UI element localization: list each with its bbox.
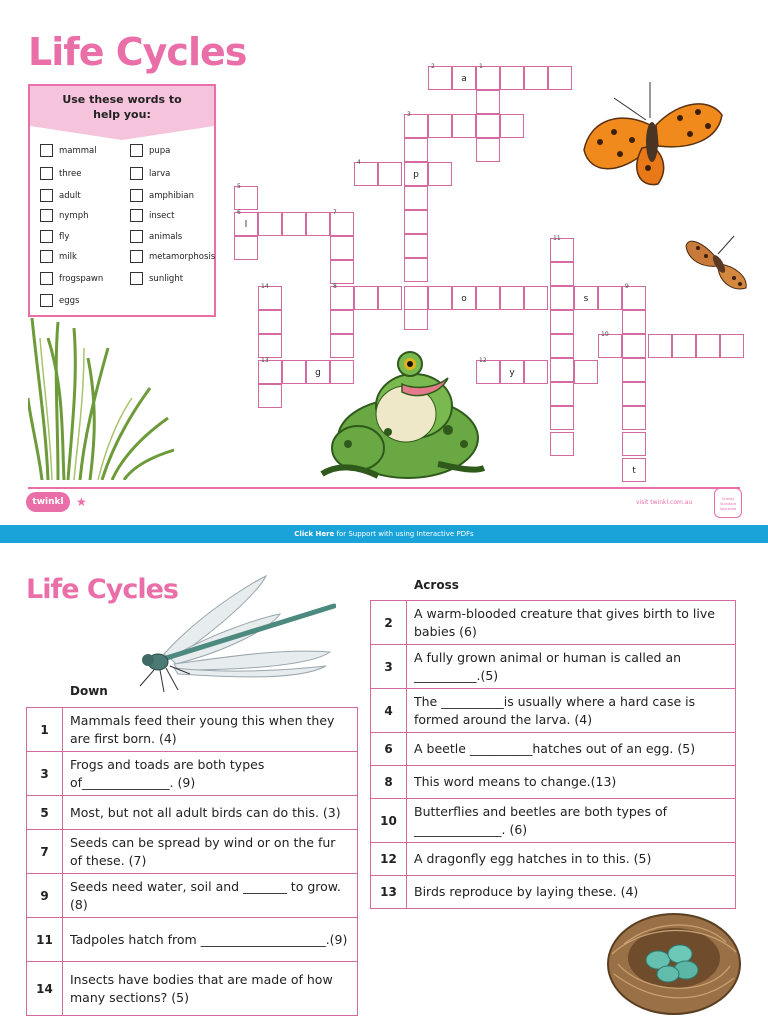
table-row: 5 Most, but not all adult birds can do this. (3) [27,796,358,830]
word-item[interactable]: mammal [40,144,97,158]
word-item[interactable]: insect [130,209,174,223]
crossword-cell[interactable] [550,310,574,334]
crossword-cell[interactable] [500,286,524,310]
crossword-cell[interactable] [306,212,330,236]
crossword-cell[interactable] [622,334,646,358]
crossword-cell[interactable] [574,360,598,384]
grass-illustration [28,318,178,480]
crossword-cell[interactable]: 7 [330,212,354,236]
crossword-cell[interactable] [550,286,574,310]
crossword-cell[interactable] [282,212,306,236]
butterfly-illustration [580,80,725,190]
crossword-cell[interactable] [720,334,744,358]
checkbox[interactable] [130,209,143,222]
crossword-cell[interactable] [428,114,452,138]
crossword-cell[interactable] [404,234,428,258]
crossword-cell[interactable] [696,334,720,358]
table-row: 3 Frogs and toads are both types of______________. (9) [27,752,358,796]
frog-illustration [318,348,488,484]
crossword-cell[interactable] [258,384,282,408]
word-item[interactable]: eggs [40,294,79,308]
table-row: 13 Birds reproduce by laying these. (4) [371,876,736,909]
crossword-cell[interactable] [524,286,548,310]
crossword-cell[interactable]: o [452,286,476,310]
word-item[interactable]: sunlight [130,272,183,286]
crossword-cell[interactable] [550,432,574,456]
crossword-cell[interactable] [500,66,524,90]
support-link[interactable]: Click Here [294,530,335,538]
crossword-cell[interactable] [404,186,428,210]
crossword-cell[interactable] [476,286,500,310]
table-row: 12 A dragonfly egg hatches in to this. (5) [371,843,736,876]
word-item[interactable]: metamorphosis [130,250,215,264]
crossword-cell[interactable]: 4 [354,162,378,186]
crossword-cell[interactable] [282,360,306,384]
checkbox[interactable] [130,272,143,285]
checkbox[interactable] [130,144,143,157]
checkbox[interactable] [40,250,53,263]
word-bank-heading: Use these words to help you: [62,93,182,121]
checkbox[interactable] [130,250,143,263]
dragonfly-illustration [130,574,336,708]
table-row: 8 This word means to change.(13) [371,766,736,799]
across-label: Across [414,578,459,592]
quality-badge: Quality Standard Approved [714,488,742,518]
checkbox[interactable] [130,167,143,180]
nest-illustration [604,894,744,1018]
crossword-cell[interactable] [476,114,500,138]
crossword-cell[interactable] [378,286,402,310]
crossword-cell[interactable] [598,286,622,310]
crossword-cell[interactable]: g [306,360,330,384]
crossword-cell[interactable]: 9 [622,286,646,310]
table-row: 11 Tadpoles hatch from ____________________.(9) [27,918,358,962]
word-item[interactable]: amphibian [130,189,194,203]
crossword-cell[interactable] [500,114,524,138]
word-item[interactable]: frogspawn [40,272,103,286]
checkbox[interactable] [130,189,143,202]
crossword-cell[interactable] [404,286,428,310]
footer-divider [28,487,740,489]
table-row: 2 A warm-blooded creature that gives birth to live babies (6) [371,601,736,645]
crossword-cell[interactable]: 12 [476,360,500,384]
crossword-cell[interactable]: t [622,458,646,482]
page-title-2: Life Cycles [26,574,178,605]
table-row: 14 Insects have bodies that are made of how many sections? (5) [27,962,358,1016]
table-row: 3 A fully grown animal or human is called an __________.(5) [371,645,736,689]
page-title: Life Cycles [28,30,247,74]
crossword-cell[interactable] [672,334,696,358]
word-item[interactable]: nymph [40,209,88,223]
table-row: 6 A beetle __________hatches out of an egg. (5) [371,733,736,766]
checkbox[interactable] [40,230,53,243]
crossword-cell[interactable] [622,432,646,456]
crossword-cell[interactable] [622,406,646,430]
crossword-cell[interactable] [550,262,574,286]
checkbox[interactable] [40,272,53,285]
crossword-cell[interactable] [550,334,574,358]
word-item[interactable]: pupa [130,144,170,158]
crossword-cell[interactable] [524,66,548,90]
crossword-cell[interactable] [428,286,452,310]
crossword-cell[interactable] [404,138,428,162]
crossword-cell[interactable]: a [452,66,476,90]
across-clues-table [370,600,736,909]
crossword-cell[interactable] [648,334,672,358]
crossword-cell[interactable]: p [404,162,428,186]
table-row: 10 Butterflies and beetles are both types of ______________. (6) [371,799,736,843]
crossword-cell[interactable] [476,138,500,162]
down-label: Down [70,684,108,698]
word-item[interactable]: three [40,167,82,181]
table-row: 7 Seeds can be spread by wind or on the fur of these. (7) [27,830,358,874]
crossword-cell[interactable] [404,210,428,234]
word-item[interactable]: milk [40,250,77,264]
crossword-cell[interactable] [330,310,354,334]
star-icon: ★ [76,495,87,509]
moth-illustration [684,232,750,294]
checkbox[interactable] [130,230,143,243]
crossword-cell[interactable] [524,360,548,384]
word-bank [28,84,216,317]
crossword-cell[interactable]: 8 [330,286,354,310]
checkbox[interactable] [40,189,53,202]
crossword-cell[interactable] [550,406,574,430]
crossword-cell[interactable] [258,212,282,236]
table-row: 9 Seeds need water, soil and _______ to grow. (8) [27,874,358,918]
crossword-cell[interactable]: 3 [404,114,428,138]
crossword-cell[interactable]: 14 [258,286,282,310]
down-clues-table [26,707,358,1016]
checkbox[interactable] [40,144,53,157]
crossword-cell[interactable] [354,286,378,310]
crossword-cell[interactable] [378,162,402,186]
crossword-cell[interactable] [476,90,500,114]
crossword-cell[interactable] [234,236,258,260]
word-item[interactable]: larva [130,167,170,181]
crossword-cell[interactable] [622,358,646,382]
crossword-cell[interactable] [258,310,282,334]
checkbox[interactable] [40,294,53,307]
crossword-cell[interactable]: 13 [258,360,282,384]
crossword-cell[interactable] [404,258,428,282]
table-row: 4 The __________is usually where a hard case is formed around the larva. (4) [371,689,736,733]
crossword-cell[interactable]: 1 [476,66,500,90]
crossword-cell[interactable]: 10 [598,334,622,358]
checkbox[interactable] [40,209,53,222]
support-banner[interactable]: Click Here for Support with using Interactive PDFs [0,525,768,543]
crossword-cell[interactable]: s [574,286,598,310]
crossword-cell[interactable] [548,66,572,90]
word-item[interactable]: fly [40,230,69,244]
crossword-cell[interactable] [622,382,646,406]
crossword-cell[interactable] [428,162,452,186]
crossword-cell[interactable]: 2 [428,66,452,90]
crossword-cell[interactable]: 5 [234,186,258,210]
word-item[interactable]: adult [40,189,81,203]
crossword-cell[interactable]: y [500,360,524,384]
crossword-cell[interactable] [550,382,574,406]
crossword-cell[interactable] [550,358,574,382]
crossword-cell[interactable] [452,114,476,138]
checkbox[interactable] [40,167,53,180]
website-link[interactable]: visit twinkl.com.au [636,499,693,506]
crossword-cell[interactable] [330,236,354,260]
table-row: 1 Mammals feed their young this when they are first born. (4) [27,708,358,752]
crossword-cell[interactable] [622,310,646,334]
crossword-cell[interactable]: 6 l [234,212,258,236]
crossword-cell[interactable]: 11 [550,238,574,262]
twinkl-logo[interactable]: twinkl [26,492,70,512]
word-item[interactable]: animals [130,230,182,244]
